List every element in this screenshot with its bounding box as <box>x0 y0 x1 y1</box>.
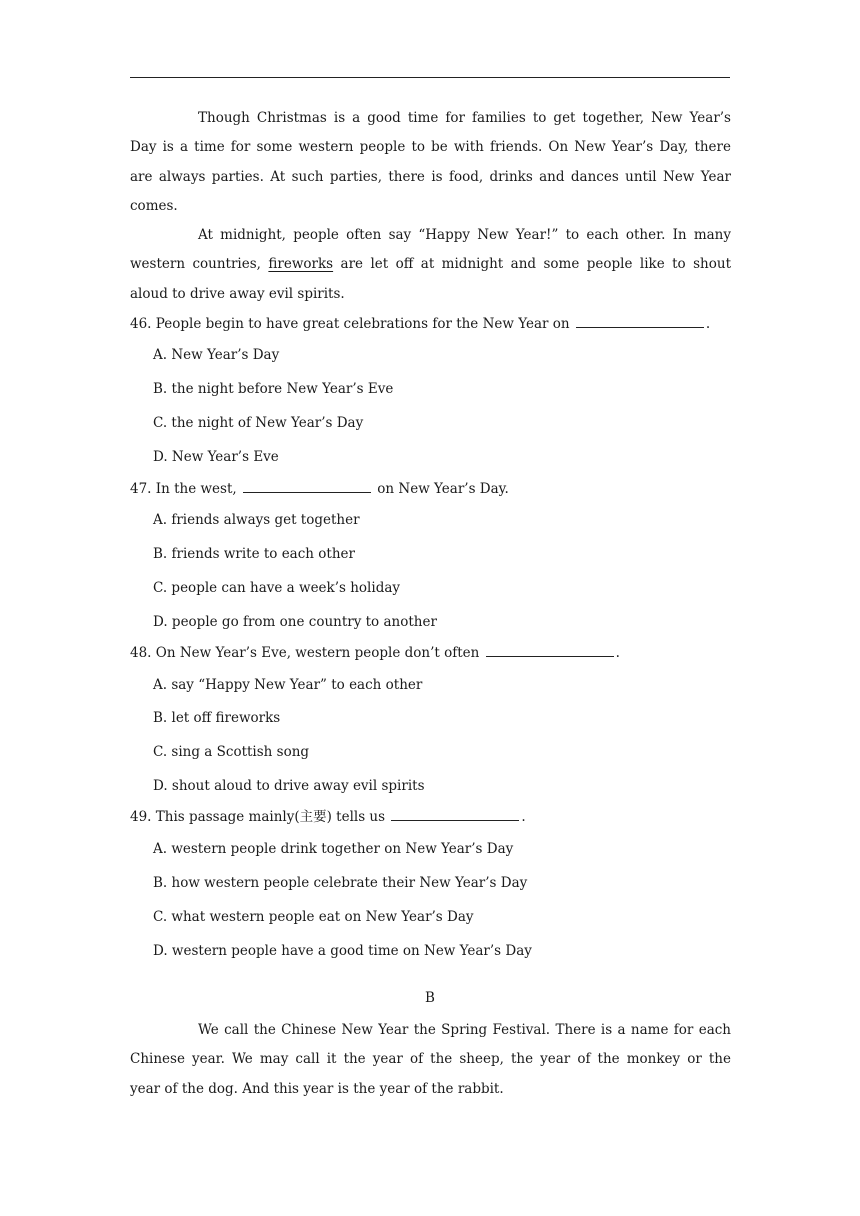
option-46-d: D. New Year’s Eve <box>153 449 279 465</box>
option-48-b: B. let off fireworks <box>153 710 281 726</box>
option-47-a: A. friends always get together <box>153 512 360 528</box>
section-heading: B <box>425 990 435 1006</box>
option-46-b: B. the night before New Year’s Eve <box>153 381 394 397</box>
paragraph-line: Though Christmas is a good time for families to get together, New Year’s <box>198 110 731 126</box>
paragraph-line: aloud to drive away evil spirits. <box>130 285 345 302</box>
question-stem-end: . <box>615 645 620 661</box>
question-49 <box>130 807 750 827</box>
paragraph-line: We call the Chinese New Year the Spring Festival. There is a name for each <box>198 1022 731 1038</box>
paragraph-line: Chinese year. We may call it the year of the sheep, the year of the monkey or the <box>130 1051 731 1068</box>
option-49-b: B. how western people celebrate their New Year’s Day <box>153 875 528 891</box>
option-49-d: D. western people have a good time on New Year’s Day <box>153 943 532 959</box>
question-stem: On New Year’s Eve, western people don’t often <box>155 645 480 661</box>
question-number: 48. <box>130 645 152 661</box>
paragraph-line <box>130 250 731 279</box>
paragraph-line: year of the dog. And this year is the year of the rabbit. <box>130 1080 504 1097</box>
option-46-a: A. New Year’s Day <box>153 347 280 363</box>
option-46-c: C. the night of New Year’s Day <box>153 415 364 431</box>
header-rule <box>130 77 730 78</box>
option-49-a: A. western people drink together on New Year’s Day <box>153 841 514 857</box>
answer-blank <box>391 807 519 821</box>
answer-blank <box>486 643 614 657</box>
option-48-d: D. shout aloud to drive away evil spirits <box>153 778 425 794</box>
paragraph-line: At midnight, people often say “Happy New Year!” to each other. In many <box>198 227 731 243</box>
text-segment: are let off at midnight and some people like to shout <box>340 256 731 273</box>
question-46 <box>130 314 750 334</box>
question-48 <box>130 643 750 663</box>
question-47 <box>130 479 750 499</box>
option-47-d: D. people go from one country to another <box>153 614 437 630</box>
question-number: 46. <box>130 316 152 332</box>
question-stem: People begin to have great celebrations for the New Year on <box>155 316 570 332</box>
answer-blank <box>243 479 371 493</box>
answer-blank <box>576 314 704 328</box>
text-segment: western countries, <box>130 256 261 273</box>
option-49-c: C. what western people eat on New Year’s Day <box>153 909 474 925</box>
paragraph-line: are always parties. At such parties, there is food, drinks and dances until New Year <box>130 168 731 185</box>
question-stem-end: on New Year’s Day. <box>377 481 509 497</box>
question-stem: This passage mainly(主要) tells us <box>155 809 386 825</box>
passage-a-paragraph-2 <box>130 221 731 309</box>
option-47-b: B. friends write to each other <box>153 546 355 562</box>
question-stem-end: . <box>705 316 711 332</box>
underlined-word: fireworks <box>268 256 334 273</box>
question-stem-end: . <box>521 809 526 825</box>
question-stem: In the west, <box>155 481 237 497</box>
passage-a-paragraph-1 <box>130 104 731 221</box>
option-48-a: A. say “Happy New Year” to each other <box>153 677 423 693</box>
passage-b-paragraph <box>130 1016 731 1104</box>
option-47-c: C. people can have a week’s holiday <box>153 580 401 596</box>
option-48-c: C. sing a Scottish song <box>153 744 310 760</box>
question-number: 47. <box>130 481 152 497</box>
paragraph-line: Day is a time for some western people to be with friends. On New Year’s Day, there <box>130 139 731 156</box>
paragraph-line: comes. <box>130 197 178 214</box>
question-number: 49. <box>130 809 152 825</box>
